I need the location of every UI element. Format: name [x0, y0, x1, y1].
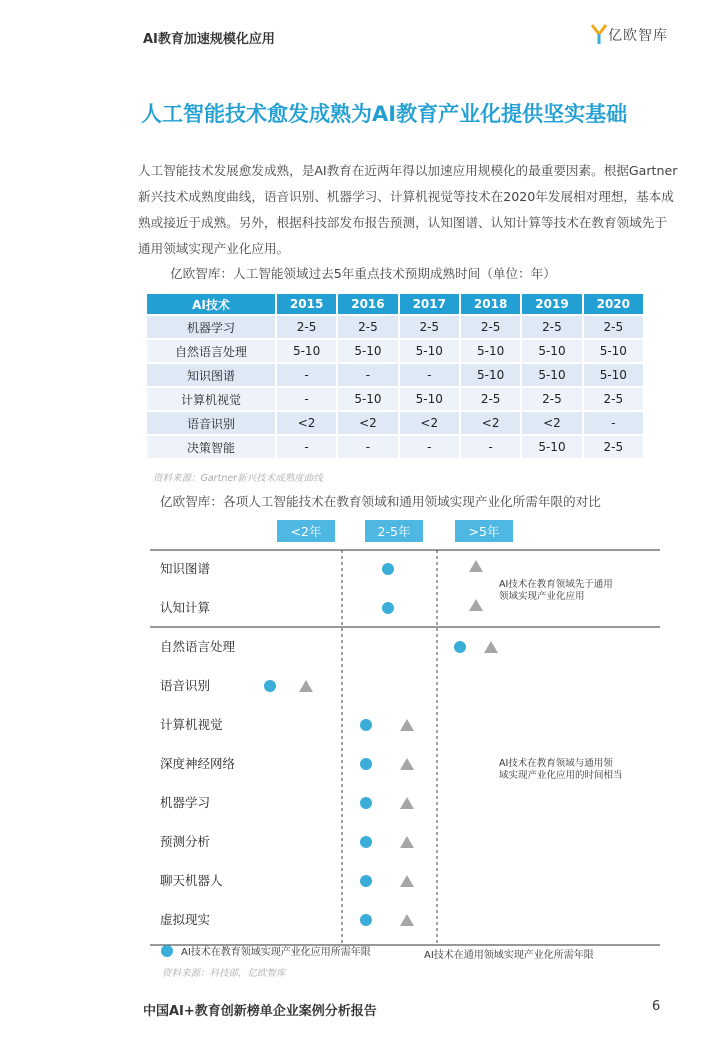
- tech-label: 语音识别: [160, 678, 211, 693]
- table-header-cell: AI技术: [147, 294, 275, 314]
- column-header-label: <2年: [290, 524, 322, 539]
- table-cell: 计算机视觉: [147, 388, 275, 410]
- table-cell: 2-5: [522, 388, 581, 410]
- logo: [591, 23, 681, 47]
- table-cell: 2-5: [461, 388, 520, 410]
- general-marker: [400, 719, 414, 731]
- table-cell: <2: [461, 412, 520, 434]
- table-cell: 2-5: [338, 316, 397, 338]
- table-cell: 2-5: [400, 316, 459, 338]
- tech-label: 计算机视觉: [160, 717, 223, 732]
- education-marker: [454, 641, 466, 653]
- column-header-label: >5年: [468, 524, 500, 539]
- table-cell: 机器学习: [147, 316, 275, 338]
- general-marker: [469, 599, 483, 611]
- table-cell: <2: [277, 412, 336, 434]
- general-marker: [400, 836, 414, 848]
- table-cell: 决策智能: [147, 436, 275, 458]
- education-marker: [360, 836, 372, 848]
- education-marker: [360, 797, 372, 809]
- table-cell: 5-10: [461, 364, 520, 386]
- table-cell: 5-10: [277, 340, 336, 362]
- general-marker: [400, 797, 414, 809]
- table-cell: -: [461, 436, 520, 458]
- table-cell: 5-10: [338, 340, 397, 362]
- general-marker: [484, 641, 498, 653]
- tech-label: 知识图谱: [160, 561, 211, 576]
- general-marker: [400, 914, 414, 926]
- page-title: 人工智能技术愈发成熟为AI教育产业化提供坚实基础: [141, 102, 628, 126]
- table-cell: -: [338, 436, 397, 458]
- table-cell: 2-5: [584, 388, 643, 410]
- table-cell: -: [277, 388, 336, 410]
- legend-general-label: AI技术在通用领域实现产业化所需年限: [424, 950, 594, 961]
- comparison-chart: [0, 515, 719, 965]
- table-header-row: [147, 294, 643, 314]
- education-marker: [382, 563, 394, 575]
- education-marker: [360, 758, 372, 770]
- intro-paragraph: 人工智能技术发展愈发成熟，是AI教育在近两年得以加速应用规模化的最重要因素。根据Gartner新兴技术成熟度曲线，语音识别、机器学习、计算机视觉等技术在2020年发展相对理想，基本成熟或接近于成熟。另外，根据科技部发布报告预测，认知图谱、认知计算等技术在教育领域先于通用领域实现产业化应用。: [138, 163, 678, 256]
- education-marker: [382, 602, 394, 614]
- table-title: 亿欧智库：人工智能领域过去5年重点技术预期成熟时间（单位：年）: [170, 266, 556, 281]
- table-cell: 5-10: [400, 388, 459, 410]
- maturity-table: [145, 292, 645, 460]
- table-source: 资料来源：Gartner新兴技术成熟度曲线: [153, 473, 323, 484]
- table-cell: 2-5: [584, 436, 643, 458]
- chart-source: 资料来源：科技部，亿欧智库: [162, 968, 286, 979]
- table-row: [147, 388, 643, 410]
- tech-label: 预测分析: [160, 834, 211, 849]
- table-cell: <2: [522, 412, 581, 434]
- legend-education-label: AI技术在教育领域实现产业化应用所需年限: [181, 947, 371, 958]
- table-header-cell: 2017: [400, 294, 459, 314]
- footer-title: 中国AI+教育创新榜单企业案例分析报告: [143, 1004, 377, 1019]
- table-cell: 5-10: [400, 340, 459, 362]
- table-header-cell: 2016: [338, 294, 397, 314]
- table-cell: <2: [400, 412, 459, 434]
- table-cell: 自然语言处理: [147, 340, 275, 362]
- general-marker: [299, 680, 313, 692]
- table-row: [147, 364, 643, 386]
- tech-label: 虚拟现实: [160, 912, 211, 927]
- table-cell: 2-5: [461, 316, 520, 338]
- table-cell: 5-10: [338, 388, 397, 410]
- tech-label: 认知计算: [160, 600, 211, 615]
- table-cell: -: [584, 412, 643, 434]
- tech-label: 聊天机器人: [160, 873, 223, 888]
- logo-icon: [591, 23, 607, 45]
- table-cell: 5-10: [522, 364, 581, 386]
- table-cell: <2: [338, 412, 397, 434]
- legend-education-marker: [161, 945, 173, 957]
- table-cell: 2-5: [522, 316, 581, 338]
- chart-title: 亿欧智库：各项人工智能技术在教育领域和通用领域实现产业化所需年限的对比: [160, 494, 601, 509]
- general-marker: [469, 560, 483, 572]
- table-cell: -: [400, 364, 459, 386]
- table-cell: -: [338, 364, 397, 386]
- education-marker: [360, 719, 372, 731]
- table-cell: 2-5: [277, 316, 336, 338]
- table-cell: 知识图谱: [147, 364, 275, 386]
- column-header-label: 2-5年: [377, 524, 411, 539]
- table-header-cell: 2019: [522, 294, 581, 314]
- logo-text: 亿欧智库: [608, 28, 668, 44]
- table-header-cell: 2020: [584, 294, 643, 314]
- table-cell: 5-10: [522, 340, 581, 362]
- tech-label: 机器学习: [160, 795, 211, 810]
- table-cell: 5-10: [461, 340, 520, 362]
- general-marker: [400, 875, 414, 887]
- table-row: [147, 316, 643, 338]
- table-cell: -: [277, 364, 336, 386]
- table-header-cell: 2018: [461, 294, 520, 314]
- table-row: [147, 340, 643, 362]
- table-row: [147, 412, 643, 434]
- table-cell: -: [277, 436, 336, 458]
- annotation-lead: AI技术在教育领域先于通用领域实现产业化应用: [499, 579, 613, 602]
- header-title: AI教育加速规模化应用: [143, 32, 275, 47]
- table-row: [147, 436, 643, 458]
- education-marker: [360, 875, 372, 887]
- table-cell: 5-10: [522, 436, 581, 458]
- annotation-equal: AI技术在教育领域与通用领域实现产业化应用的时间相当: [499, 758, 623, 781]
- table-cell: 5-10: [584, 340, 643, 362]
- table-cell: -: [400, 436, 459, 458]
- tech-label: 自然语言处理: [160, 639, 236, 654]
- general-marker: [400, 758, 414, 770]
- education-marker: [360, 914, 372, 926]
- table-cell: 5-10: [584, 364, 643, 386]
- table-header-cell: 2015: [277, 294, 336, 314]
- table-cell: 语音识别: [147, 412, 275, 434]
- table-cell: 2-5: [584, 316, 643, 338]
- page-number: 6: [652, 999, 661, 1014]
- tech-label: 深度神经网络: [160, 756, 236, 771]
- education-marker: [264, 680, 276, 692]
